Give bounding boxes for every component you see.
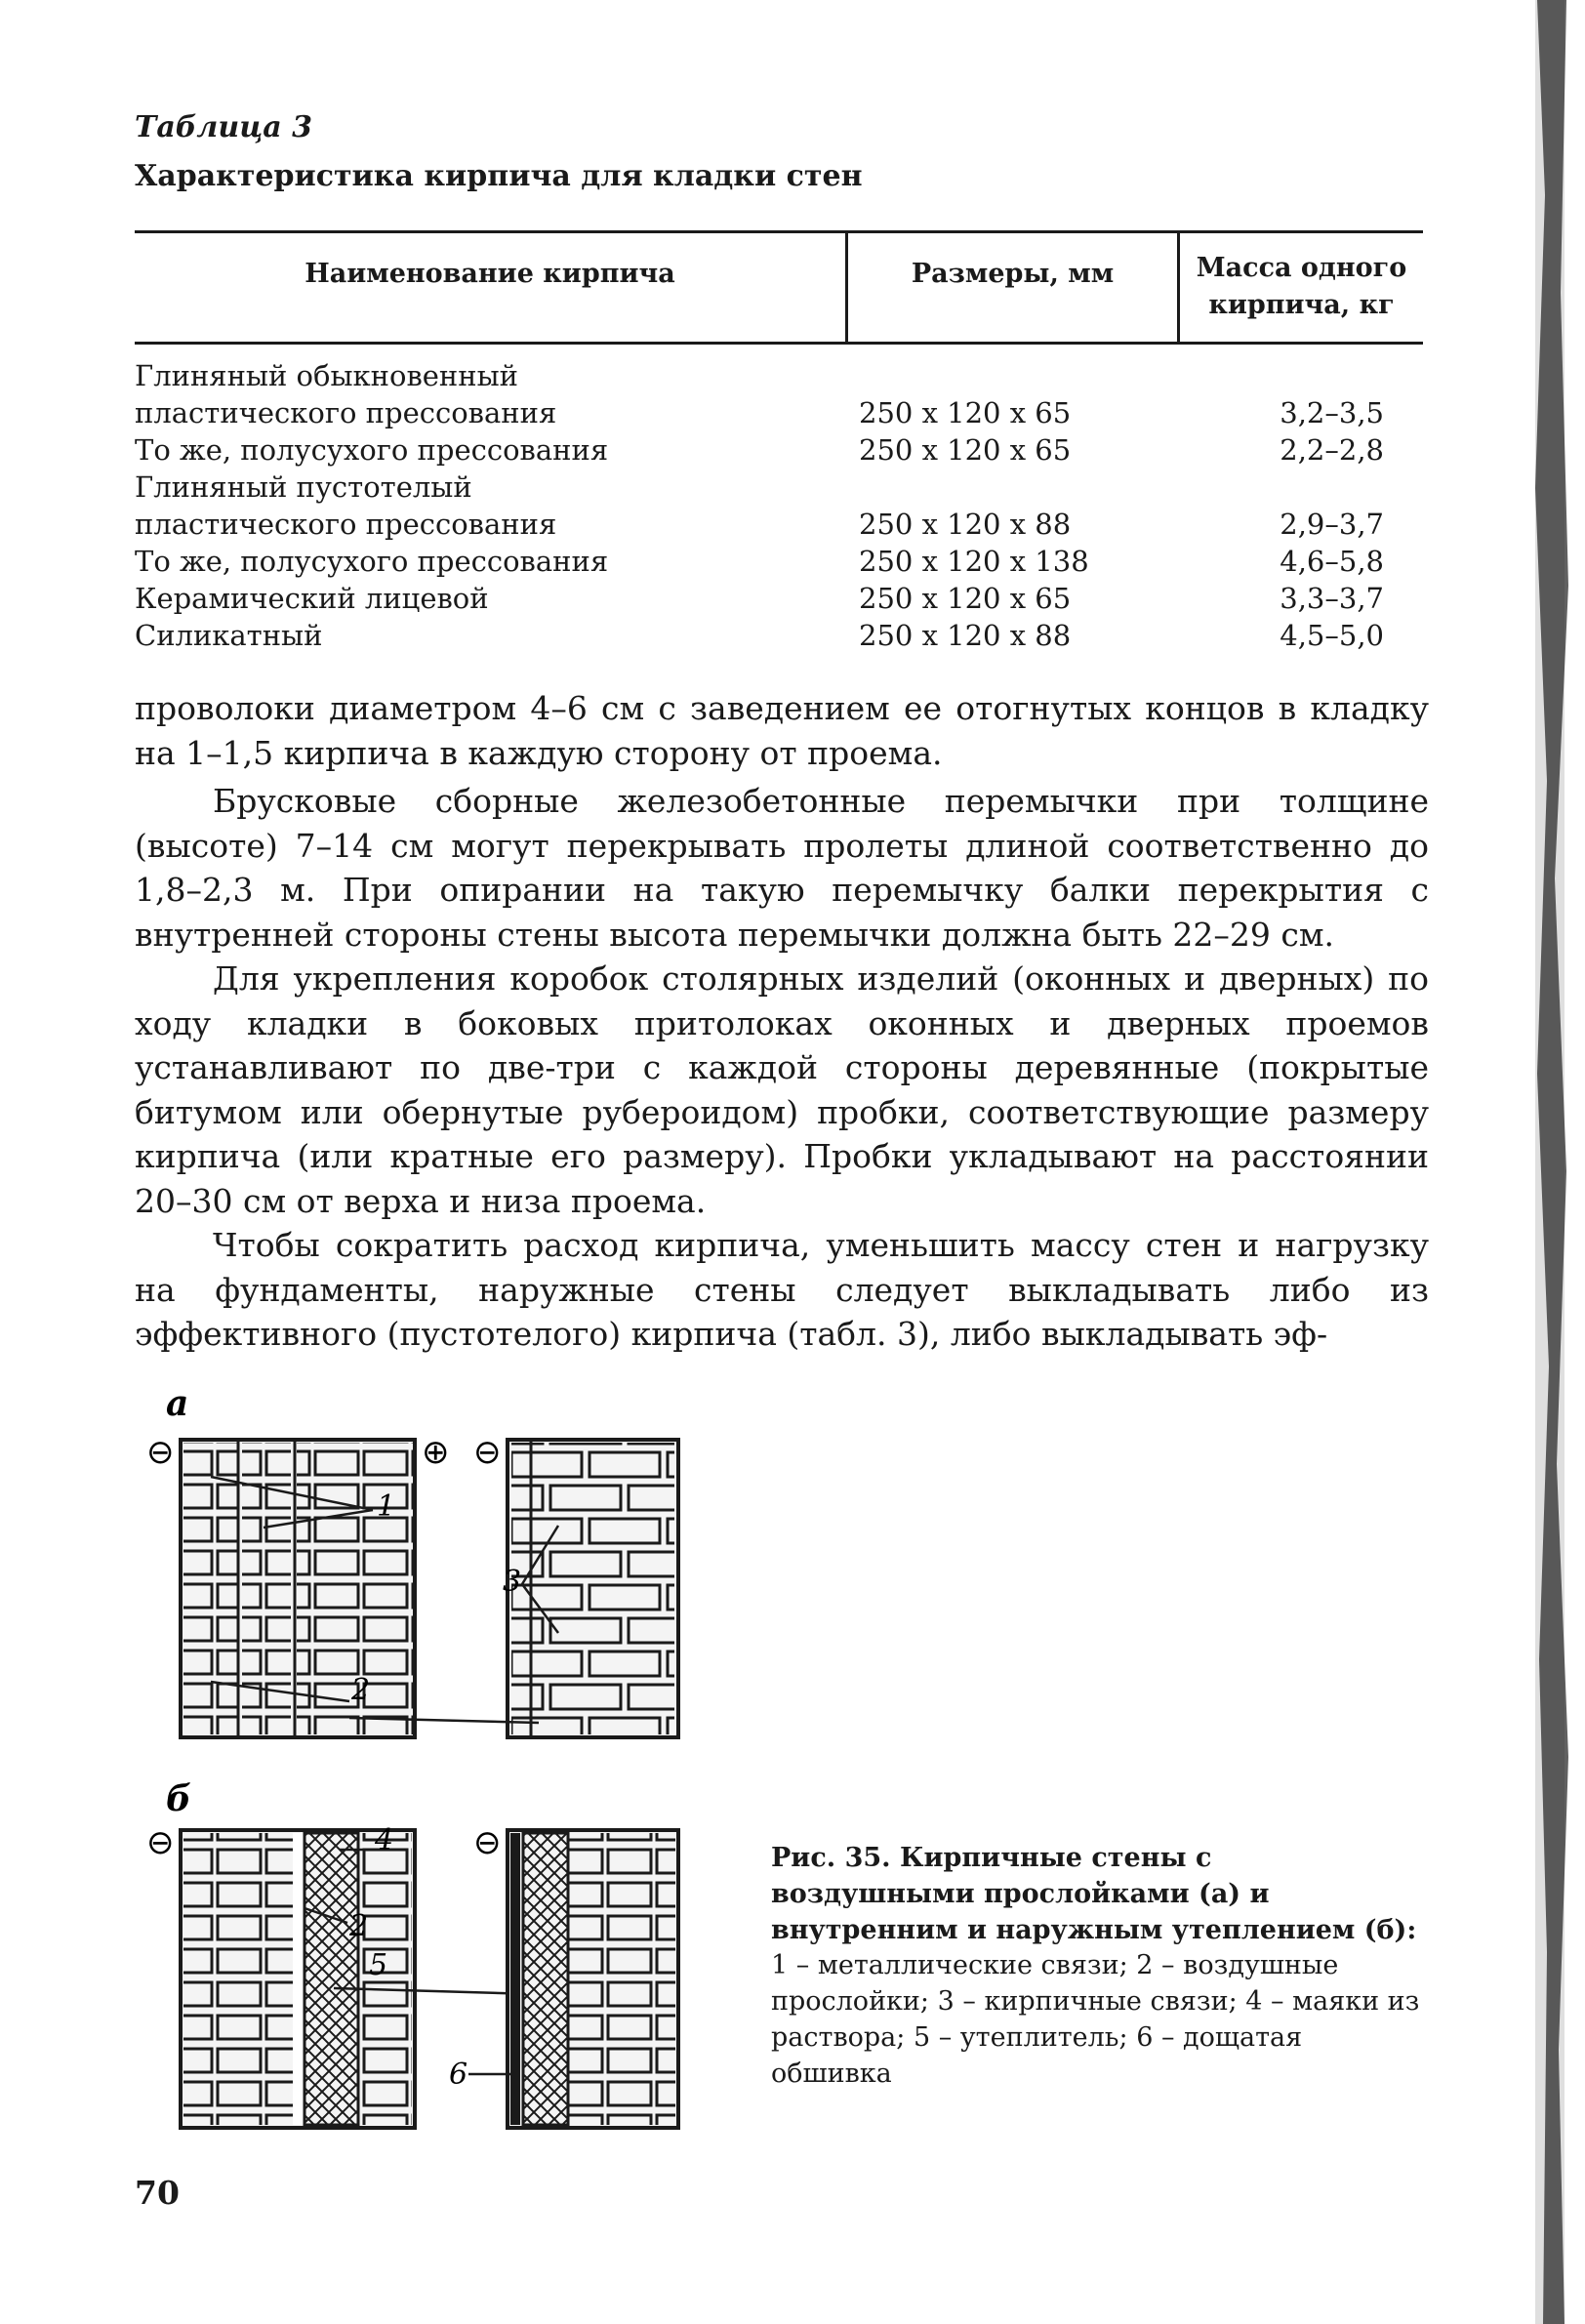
- minus-sign: ⊖: [473, 1433, 502, 1472]
- paragraph-brick-economy: Чтобы сократить расход кирпича, уменьшить массу стен и нагрузку на фундаменты, наружные стены следует выкладывать либо из эффективного (пустотелого) кирпича (табл. 3), либо выкладывать эф-: [135, 1226, 1429, 1353]
- cell-mass: 4,5–5,0: [1280, 619, 1384, 652]
- minus-sign: ⊖: [146, 1433, 175, 1472]
- figure-label-b: б: [166, 1778, 191, 1819]
- cell-size: 250 x 120 x 88: [859, 508, 1072, 541]
- cell-name: То же, полусухого прессования: [135, 433, 609, 467]
- wall-b1: [181, 1830, 535, 2128]
- table-row: [135, 431, 1423, 469]
- table-title: Характеристика кирпича для кладки стен: [135, 159, 863, 193]
- page-number: 70: [135, 2174, 180, 2212]
- cell-name: Глиняный обыкновенный: [135, 359, 519, 392]
- cell-size: 250 x 120 x 138: [859, 545, 1089, 578]
- paragraph-continuation: проволоки диаметром 4–6 см с заведением ее отогнутых концов в кладку на 1–1,5 кирпича в каждую сторону от проема.: [135, 689, 1429, 772]
- cell-mass: 2,9–3,7: [1280, 508, 1384, 541]
- cell-name: Глиняный пустотелый: [135, 470, 472, 504]
- wall-a1: [181, 1440, 415, 1737]
- header-mass-line1: Масса одного: [1196, 253, 1407, 283]
- callout-4: 4: [375, 1823, 394, 1857]
- cell-name: Керамический лицевой: [135, 582, 489, 615]
- callout-3: 3: [503, 1565, 522, 1599]
- figure-35: [117, 1381, 703, 2142]
- cell-mass: 2,2–2,8: [1280, 433, 1384, 467]
- table-row: [135, 394, 1423, 431]
- table-caption: Таблица 3: [135, 110, 313, 144]
- cell-mass: 3,2–3,5: [1280, 396, 1384, 429]
- table-row: [135, 357, 1423, 394]
- figure-caption-title: Рис. 35. Кирпичные стены с воздушными прослойками (а) и внутренним и наружным утеплением (б):: [771, 1843, 1417, 1945]
- table-header-rule: [135, 342, 1423, 345]
- cell-name: пластического прессования: [135, 396, 557, 429]
- table-row: [135, 543, 1423, 580]
- table-row: [135, 469, 1423, 506]
- callout-2: 2: [349, 1909, 369, 1943]
- cell-name: Силикатный: [135, 619, 323, 652]
- callout-1: 1: [377, 1489, 396, 1524]
- callout-6: 6: [449, 2058, 468, 2092]
- minus-sign: ⊖: [146, 1823, 175, 1862]
- header-name: Наименование кирпича: [305, 259, 675, 289]
- cell-size: 250 x 120 x 65: [859, 396, 1072, 429]
- table-row: [135, 506, 1423, 543]
- cell-name: То же, полусухого прессования: [135, 545, 609, 578]
- cell-size: 250 x 120 x 65: [859, 433, 1072, 467]
- figure-label-a: а: [166, 1383, 189, 1424]
- figure-caption-legend: 1 – металлические связи; 2 – воздушные прослойки; 3 – кирпичные связи; 4 – маяки из раствора; 5 – утеплитель; 6 – дощатая обшивка: [771, 1950, 1420, 2089]
- cell-mass: 4,6–5,8: [1280, 545, 1384, 578]
- paragraph-lintels: Брусковые сборные железобетонные перемычки при толщине (высоте) 7–14 см могут перекрывать пролеты длиной соответственно до 1,8–2,3 м. При опирании на такую перемычку балки перекрытия с внутренней стороны стены высота перемычки должна быть 22–29 см.: [135, 782, 1429, 954]
- cell-size: 250 x 120 x 65: [859, 582, 1072, 615]
- table-row: [135, 580, 1423, 617]
- cell-name: пластического прессования: [135, 508, 557, 541]
- wall-b2: [468, 1830, 678, 2128]
- paragraph-wood-plugs: Для укрепления коробок столярных изделий (оконных и дверных) по ходу кладки в боковых притолоках оконных и дверных проемов устанавливают по две-три с каждой стороны деревянные (покрытые битумом или обернутые рубероидом) пробки, соответствующие размеру кирпича (или кратные его размеру). Пробки укладывают на расстоянии 20–30 см от верха и низа проема.: [135, 959, 1429, 1220]
- cell-mass: 3,3–3,7: [1280, 582, 1384, 615]
- header-mass: [1180, 250, 1423, 324]
- cell-size: 250 x 120 x 88: [859, 619, 1072, 652]
- plus-sign: ⊕: [422, 1433, 450, 1472]
- callout-2: 2: [351, 1673, 371, 1707]
- table-row: [135, 617, 1423, 654]
- table-top-rule: [135, 230, 1423, 233]
- minus-sign: ⊖: [473, 1823, 502, 1862]
- header-mass-line2: кирпича, кг: [1208, 290, 1395, 320]
- callout-5: 5: [369, 1948, 388, 1982]
- header-size: Размеры, мм: [911, 259, 1115, 289]
- page-edge-shadow: [1518, 0, 1585, 2324]
